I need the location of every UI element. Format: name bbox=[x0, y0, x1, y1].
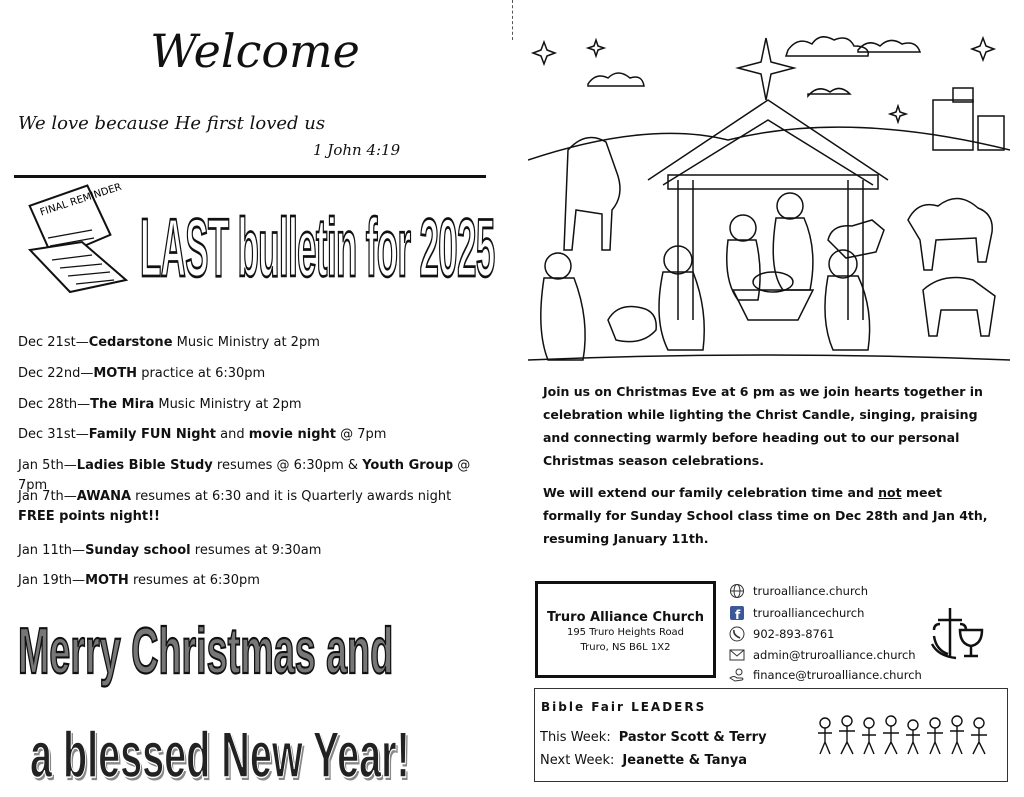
alliance-church-logo bbox=[930, 606, 988, 668]
facebook-icon bbox=[729, 605, 745, 621]
event-item: Dec 28th—The Mira Music Ministry at 2pm bbox=[18, 397, 302, 412]
event-item: Dec 22nd—MOTH practice at 6:30pm bbox=[18, 366, 266, 381]
kids-clipart bbox=[815, 713, 995, 759]
event-item: Jan 7th—AWANA resumes at 6:30 and it is Quarterly awards night FREE points night!! bbox=[18, 489, 452, 524]
church-name: Truro Alliance Church bbox=[547, 610, 704, 625]
svg-text:f: f bbox=[735, 608, 741, 621]
next-week-row: Next Week: Jeanette & Tanya bbox=[540, 753, 748, 768]
contact-website[interactable]: truroalliance.church bbox=[729, 582, 868, 600]
church-city: Truro, NS B6L 1X2 bbox=[580, 642, 671, 653]
fold-line bbox=[512, 0, 513, 40]
event-item: Jan 5th—Ladies Bible Study resumes @ 6:30pm & Youth Group @ 7pm bbox=[18, 458, 471, 493]
phone-icon bbox=[729, 626, 745, 642]
reminder-label: FINAL REMINDER bbox=[38, 181, 124, 219]
event-item: Jan 19th—MOTH resumes at 6:30pm bbox=[18, 573, 260, 588]
christmas-eve-paragraph: Join us on Christmas Eve at 6 pm as we join hearts together in celebration while lighting the Christ Candle, singing, praising and connecting warmly before heading out to our personal Christmas season celebrations. bbox=[543, 384, 983, 468]
contact-phone[interactable]: 902-893-8761 bbox=[729, 625, 834, 643]
event-item: Dec 31st—Family FUN Night and movie night @ 7pm bbox=[18, 427, 387, 442]
last-bulletin-headline: LAST bulletin for 2025 bbox=[140, 201, 495, 294]
globe-icon bbox=[729, 583, 745, 599]
mail-icon bbox=[729, 647, 745, 663]
contact-email[interactable]: admin@truroalliance.church bbox=[729, 646, 916, 664]
verse-reference: 1 John 4:19 bbox=[313, 141, 401, 159]
final-reminder-clipart bbox=[22, 180, 132, 302]
church-street: 195 Truro Heights Road bbox=[566, 627, 685, 638]
event-item: Dec 21st—Cedarstone Music Ministry at 2pm bbox=[18, 335, 320, 350]
header-divider bbox=[14, 175, 486, 178]
leaders-title: Bible Fair LEADERS bbox=[541, 700, 707, 714]
bible-verse: We love because He first loved us bbox=[18, 113, 326, 134]
event-item: Jan 11th—Sunday school resumes at 9:30am bbox=[18, 543, 322, 558]
church-address-box bbox=[535, 581, 716, 678]
contact-facebook[interactable]: f truroalliancechurch bbox=[729, 604, 864, 622]
welcome-heading: Welcome bbox=[150, 24, 360, 78]
sunday-school-paragraph: We will extend our family celebration time and not meet formally for Sunday School class time on Dec 28th and Jan 4th, resuming January 11th. bbox=[543, 485, 988, 546]
this-week-row: This Week: Pastor Scott & Terry bbox=[540, 730, 767, 745]
new-year-line: a blessed New Year! bbox=[30, 717, 410, 792]
nativity-coloring-image bbox=[528, 20, 1010, 376]
merry-christmas-line: Merry Christmas and bbox=[18, 613, 394, 688]
hand-coin-icon bbox=[729, 667, 745, 683]
contact-finance[interactable]: finance@truroalliance.church bbox=[729, 666, 922, 684]
